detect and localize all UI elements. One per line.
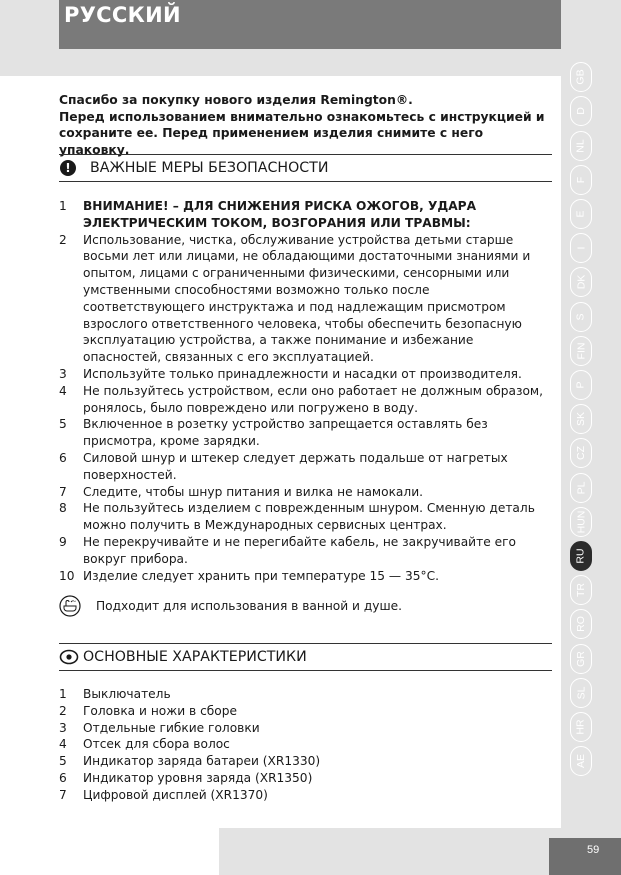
list-item [59,686,554,703]
intro-line-1: Спасибо за покупку нового изделия Remington®. [59,93,413,107]
list-item [59,720,554,737]
list-item [59,568,554,585]
list-item-text: Цифровой дисплей (XR1370) [83,787,268,802]
bath-note [59,595,402,617]
language-tab-label: SK [574,411,587,427]
divider [59,643,552,644]
language-tab-pl[interactable] [570,473,592,503]
list-item-text: Включенное в розетку устройство запрещается оставлять без присмотра, кроме зарядки. [83,417,488,449]
language-tab-label: GB [574,69,587,85]
language-strip [561,0,621,875]
list-item-text: Отсек для сбора волос [83,737,230,752]
language-tab-label: CZ [575,446,587,460]
language-tab-nl[interactable] [570,131,592,161]
page-number-box [549,838,621,875]
language-tab-e[interactable] [570,199,592,229]
language-tab-hr[interactable] [570,712,592,742]
list-item-number: 9 [59,534,67,549]
list-item-number: 1 [59,687,67,701]
list-item [59,416,554,450]
language-tab-i[interactable] [570,233,592,263]
list-item [59,383,554,417]
bath-note-text: Подходит для использования в ванной и душе. [96,599,403,613]
language-tab-s[interactable] [570,302,592,332]
list-item-text: Не перекручивайте и не перегибайте кабель, не закручивайте его вокруг прибора. [83,534,516,566]
language-tab-d[interactable] [570,96,592,126]
list-item-text: ВНИМАНИЕ! – ДЛЯ СНИЖЕНИЯ РИСКА ОЖОГОВ, УДАРА ЭЛЕКТРИЧЕСКИМ ТОКОМ, ВОЗГОРАНИЯ ИЛИ ТРАВМЫ: [83,199,477,230]
features-list [59,686,554,804]
divider [59,181,552,182]
language-tab-label: SL [575,686,587,700]
divider [59,670,552,671]
language-tab-sl[interactable] [570,678,592,708]
list-item [59,753,554,770]
language-tab-label: RO [575,616,587,632]
list-item-text: Выключатель [83,687,171,701]
language-tab-label: F [574,176,587,184]
language-tab-label: D [575,107,587,115]
language-tab-label: PL [575,481,587,495]
list-item [59,736,554,753]
bath-icon [59,595,81,617]
list-item [59,770,554,787]
list-item [59,366,554,383]
list-item-number: 4 [59,383,67,398]
features-heading [59,649,307,665]
language-tab-label: HUN [575,510,587,534]
list-item-number: 10 [59,568,75,583]
language-tab-ru[interactable] [570,541,592,571]
language-tab-p[interactable] [570,370,592,400]
language-tab-f[interactable] [570,165,592,195]
list-item-number: 5 [59,754,67,769]
intro-text [59,92,549,158]
list-item-text: Индикатор уровня заряда (XR1350) [83,770,313,785]
list-item-number: 2 [59,232,67,247]
language-tab-label: HR [574,719,587,735]
list-item [59,484,554,501]
list-item [59,703,554,720]
safety-heading [59,160,328,176]
list-item-number: 6 [59,450,67,465]
language-tab-dk[interactable] [570,267,592,297]
list-item-number: 4 [59,737,67,752]
list-item-number: 8 [59,501,67,516]
list-item-text: Не пользуйтесь устройством, если оно работает не должным образом, ронялось, было повреждено или погружено в воду. [83,383,544,415]
eye-icon [59,649,79,665]
language-tab-label: RU [574,548,587,564]
list-item-text: Силовой шнур и штекер следует держать подальше от нагретых поверхностей. [83,450,508,482]
language-tab-hun[interactable] [570,507,592,537]
list-item-text: Изделие следует хранить при температуре 15 — 35°C. [83,568,439,583]
language-tab-label: NL [575,139,587,153]
divider [59,154,552,155]
language-tab-label: I [574,246,587,250]
list-item [59,450,554,484]
list-item-number: 5 [59,417,67,432]
page-title: РУССКИЙ [64,3,181,27]
list-item-number: 2 [59,703,67,718]
language-tab-label: P [574,381,587,389]
list-item [59,500,554,534]
language-tab-label: GR [575,651,587,667]
list-item [59,787,554,804]
list-item-number: 1 [59,199,67,213]
language-tab-label: AE [574,753,587,769]
list-item-number: 3 [59,366,67,381]
list-item [59,232,554,366]
language-tab-label: FIN [574,342,587,360]
list-item-text: Следите, чтобы шнур питания и вилка не намокали. [83,484,423,499]
list-item-text: Головка и ножи в сборе [83,703,237,718]
page-number: 59 [587,844,600,856]
list-item-text: Использование, чистка, обслуживание устройства детьми старше восьми лет или лицами, не обладающими достаточными знаниями и опытом, лицами с ограниченными физическими, сенсорными или умственными способностями возможно только после соответствующего инструктажа и под надлежащим присмотром взрослого ответственного человека, чтобы обеспечить безопасную эксплуатацию устройства, а также понимание и избежание опасностей, связанных с его эксплуатацией. [83,232,531,365]
list-item [59,198,554,232]
list-item-number: 7 [59,787,67,802]
language-tab-label: S [574,313,587,321]
language-tab-label: DK [575,274,587,290]
list-item-text: Используйте только принадлежности и насадки от производителя. [83,366,522,381]
safety-title: ВАЖНЫЕ МЕРЫ БЕЗОПАСНОСТИ [90,160,329,176]
list-item-text: Не пользуйтесь изделием с поврежденным шнуром. Сменную деталь можно получить в Международных сервисных центрах. [83,501,535,533]
language-tab-ro[interactable] [570,609,592,639]
list-item-number: 7 [59,484,67,499]
safety-list [59,198,554,584]
language-tab-sk[interactable] [570,404,592,434]
list-item [59,534,554,568]
language-tab-cz[interactable] [570,438,592,468]
features-title: ОСНОВНЫЕ ХАРАКТЕРИСТИКИ [83,649,307,665]
language-tab-tr[interactable] [570,575,592,605]
language-tab-gb[interactable] [570,62,592,92]
language-tab-fin[interactable] [570,336,592,366]
language-tab-gr[interactable] [570,644,592,674]
list-item-number: 6 [59,770,67,785]
language-tab-label: TR [575,583,587,597]
list-item-text: Отдельные гибкие головки [83,720,260,735]
list-item-text: Индикатор заряда батареи (XR1330) [83,754,321,769]
footer-bar [219,828,561,875]
exclamation-icon: ! [60,160,76,176]
language-tab-ae[interactable] [570,746,592,776]
list-item-number: 3 [59,720,67,735]
language-tab-label: E [574,210,587,218]
intro-line-2: Перед использованием внимательно ознакомьтесь с инструкцией и сохраните ее. Перед применением изделия снимите с него упаковку. [59,109,545,157]
